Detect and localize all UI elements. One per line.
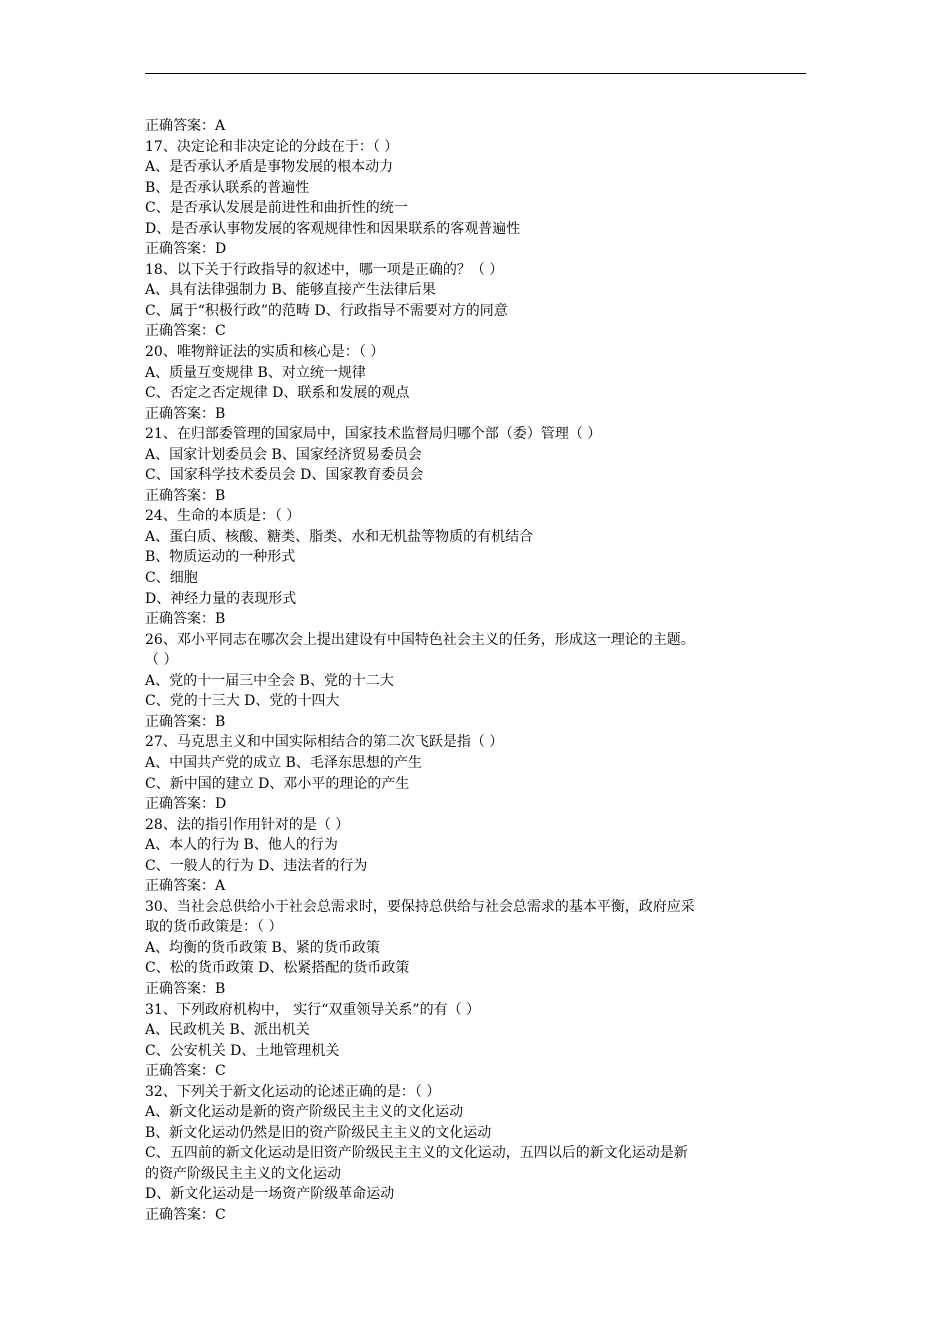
answer-line: 正确答案：D (145, 796, 227, 813)
question-line: 30、当社会总供给小于社会总需求时，要保持总供给与社会总需求的基本平衡，政府应采 (145, 898, 695, 915)
question-line: 18、以下关于行政指导的叙述中，哪一项是正确的？（ ） (145, 261, 504, 278)
option-line: D、新文化运动是一场资产阶级革命运动 (145, 1186, 395, 1203)
option-line: A、是否承认矛盾是事物发展的根本动力 (145, 159, 394, 176)
answer-line: 正确答案：B (145, 405, 226, 422)
question-line: 21、在归部委管理的国家局中，国家技术监督局归哪个部（委）管理（ ） (145, 426, 602, 443)
option-line: C、属于“积极行政”的范畴 D、行政指导不需要对方的同意 (145, 302, 508, 319)
option-line: C、否定之否定规律 D、联系和发展的观点 (145, 385, 410, 402)
answer-line: 正确答案：C (145, 1063, 226, 1080)
option-line: B、物质运动的一种形式 (145, 549, 296, 566)
option-line: C、五四前的新文化运动是旧资产阶级民主主义的文化运动，五四以后的新文化运动是新 (145, 1145, 688, 1162)
answer-line: 正确答案：C (145, 323, 226, 340)
question-line: 28、法的指引作用针对的是（ ） (145, 816, 350, 833)
option-line: A、质量互变规律 B、对立统一规律 (145, 364, 366, 381)
option-line: A、党的十一届三中全会 B、党的十二大 (145, 672, 394, 689)
question-line: 20、唯物辩证法的实质和核心是：（ ） (145, 344, 385, 361)
option-line: B、新文化运动仍然是旧的资产阶级民主主义的文化运动 (145, 1124, 492, 1141)
option-line: C、党的十三大 D、党的十四大 (145, 693, 340, 710)
option-line: A、均衡的货币政策 B、紧的货币政策 (145, 939, 380, 956)
option-line: C、一般人的行为 D、违法者的行为 (145, 857, 368, 874)
option-line: A、本人的行为 B、他人的行为 (145, 837, 338, 854)
option-line: A、民政机关 B、派出机关 (145, 1022, 310, 1039)
option-line: C、松的货币政策 D、松紧搭配的货币政策 (145, 960, 410, 977)
option-line: C、公安机关 D、土地管理机关 (145, 1042, 340, 1059)
text-line: 取的货币政策是：（ ） (145, 919, 283, 936)
answer-line: 正确答案：B (145, 487, 226, 504)
option-line: A、蛋白质、核酸、糖类、脂类、水和无机盐等物质的有机结合 (145, 528, 534, 545)
option-line: D、是否承认事物发展的客观规律性和因果联系的客观普遍性 (145, 220, 521, 237)
option-line: A、新文化运动是新的资产阶级民主主义的文化运动 (145, 1104, 464, 1121)
answer-line: 正确答案：D (145, 241, 227, 258)
document-body (145, 116, 805, 1226)
option-line: A、具有法律强制力 B、能够直接产生法律后果 (145, 282, 436, 299)
option-line: C、新中国的建立 D、邓小平的理论的产生 (145, 775, 410, 792)
header-rule (145, 73, 806, 74)
question-line: 32、下列关于新文化运动的论述正确的是：（ ） (145, 1083, 441, 1100)
answer-line: 正确答案：B (145, 611, 226, 628)
text-line: （ ） (145, 652, 178, 669)
answer-line: 正确答案：A (145, 118, 226, 134)
text-line: 的资产阶级民主主义的文化运动 (145, 1165, 341, 1182)
option-line: B、是否承认联系的普遍性 (145, 179, 310, 196)
question-line: 27、马克思主义和中国实际相结合的第二次飞跃是指（ ） (145, 734, 504, 751)
question-line: 26、邓小平同志在哪次会上提出建设有中国特色社会主义的任务，形成这一理论的主题。 (145, 631, 695, 648)
question-line: 17、决定论和非决定论的分歧在于：（ ） (145, 138, 399, 155)
option-line: C、细胞 (145, 570, 198, 587)
option-line: A、中国共产党的成立 B、毛泽东思想的产生 (145, 754, 422, 771)
option-line: C、是否承认发展是前进性和曲折性的统一 (145, 200, 408, 217)
option-line: D、神经力量的表现形式 (145, 590, 297, 607)
option-line: A、国家计划委员会 B、国家经济贸易委员会 (145, 446, 422, 463)
option-line: C、国家科学技术委员会 D、国家教育委员会 (145, 467, 424, 484)
question-line: 24、生命的本质是：（ ） (145, 508, 301, 525)
answer-line: 正确答案：A (145, 878, 226, 895)
answer-line: 正确答案：B (145, 713, 226, 730)
question-line: 31、下列政府机构中， 实行“双重领导关系”的有（ ） (145, 1001, 481, 1018)
answer-line: 正确答案：B (145, 980, 226, 997)
answer-line: 正确答案：C (145, 1206, 226, 1223)
